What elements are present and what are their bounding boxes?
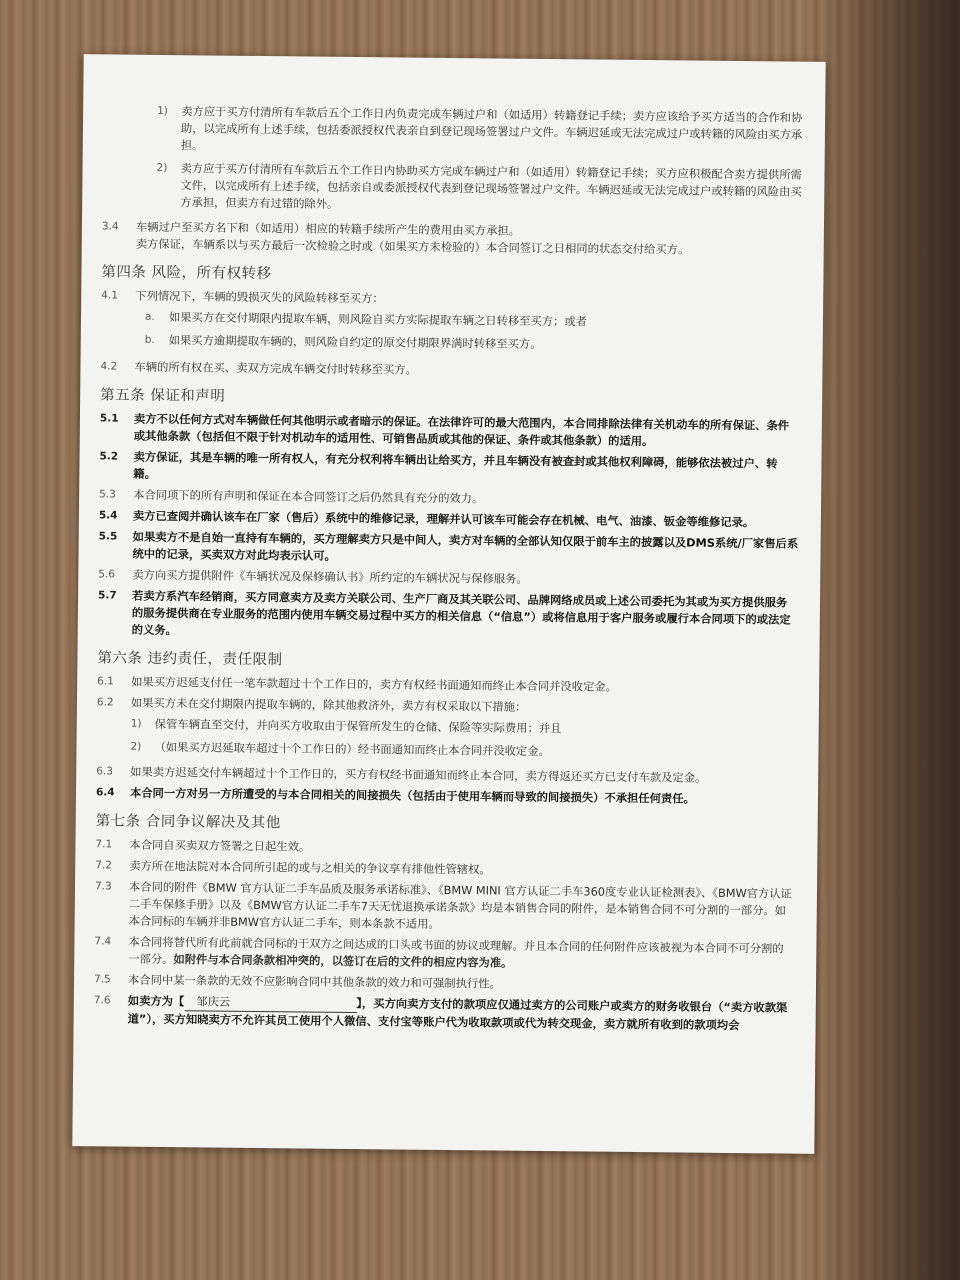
clause-text: 如果买方未在交付期限内提取车辆的，除其他救济外，卖方有权采取以下措施：: [130, 696, 527, 714]
clause-number: 7.3: [94, 880, 112, 893]
clause-number: 4.1: [101, 289, 118, 302]
item-marker: 1): [157, 104, 168, 118]
clause-number: 7.5: [93, 973, 111, 986]
clause-number: 7.1: [95, 838, 113, 851]
article-5-heading: 第五条 保证和声明: [100, 387, 226, 405]
item-marker: 1): [130, 717, 142, 730]
clause-text-line: 车辆过户至买方名下和（如适用）相应的转籍手续所产生的费用由买方承担。: [135, 220, 521, 238]
clause-number: 7.6: [93, 994, 111, 1007]
clause-text: 本合同一方对另一方所遭受的与本合同相关的间接损失（包括由于使用车辆而导致的间接损失）不承担任何责任。: [129, 786, 695, 806]
clause-7-1: [95, 836, 795, 860]
clause-text-line: 卖方保证，车辆系以与买方最后一次检验之时或（如果买方未检验的）本合同签订之日相同的状态交付给买方。: [135, 237, 690, 257]
clause-3-4: [102, 218, 802, 259]
clause-text: 卖方所在地法院对本合同所引起的或与之相关的争议享有排他性管辖权。: [129, 859, 491, 877]
clause-5-4: [99, 507, 799, 531]
clause-3-3-item-2: [142, 160, 802, 218]
clause-5-3: [99, 486, 799, 510]
clause-number: 4.2: [100, 360, 118, 373]
clause-7-6: [94, 992, 794, 1034]
clause-6-2-item-1: [117, 716, 797, 740]
clause-number: 5.2: [99, 450, 119, 463]
clause-number: 6.2: [96, 696, 114, 709]
clause-5-5: [98, 528, 798, 569]
clause-7-5: [94, 971, 794, 995]
item-text: 卖方应于买方付清所有车款后五个工作日内协助买方完成车辆过户和（如适用）转籍登记手续；买方应积极配合卖方提供所需文件，以完成所有上述手续，包括亲自或委派授权代表到登记现场签署过户文件。车辆迟延或无法完成过户或转籍的风险由买方承担，但卖方有过错的除外。: [180, 162, 802, 211]
clause-6-4: [96, 784, 796, 808]
item-text: 如果买方逾期提取车辆的，则风险自约定的原交付期限界满时转移至买方。: [168, 334, 542, 351]
item-text: （如果买方迟延取车超过十个工作日的）经书面通知而终止本合同并没收定金。: [154, 740, 550, 759]
clause-text: 卖方已查阅并确认该车在厂家（售后）系统中的维修记录，理解并认可该车可能会存在机械、电气、油漆、钣金等维修记录。: [132, 509, 755, 530]
clause-3-3-item-1: [143, 103, 803, 161]
item-marker: b.: [144, 333, 155, 346]
clause-number: 5.3: [99, 488, 116, 501]
clause-text-bold: 如附件与本合同条款相冲突的，以签订在后的文件的相应内容为准。: [173, 953, 513, 970]
clause-text: 如果买方迟延支付任一笔车款超过十个工作日的，卖方有权经书面通知而终止本合同并没收定金。: [131, 675, 617, 694]
clause-5-6: [98, 566, 798, 590]
clause-text: 本合同自买卖双方签署之日起生效。: [129, 838, 311, 854]
clause-number: 7.4: [94, 935, 112, 948]
clause-7-3: [95, 878, 795, 936]
clause-6-2: [97, 694, 797, 718]
clause-text: 本合同将替代所有此前就合同标的于双方之间达成的口头或书面的协议或理解。并且本合同的任何附件应该被视为本合同不可分割的一部分。: [128, 935, 784, 967]
clause-6-2-item-2: [116, 739, 796, 763]
clause-7-2: [95, 857, 795, 881]
clause-number: 6.4: [95, 786, 115, 799]
clause-number: 3.4: [101, 220, 119, 233]
item-marker: a.: [144, 310, 155, 323]
clause-number: 6.3: [96, 765, 113, 778]
clause-number: 5.5: [98, 530, 118, 543]
clause-text: 若卖方系汽车经销商，买方同意卖方及卖方关联公司、生产厂商及其关联公司、品牌网络成员或上述公司委托为其或为买方提供服务的服务提供商在专业服务的范围内使用车辆交易过程中买方的相关信息（“信息”）或将信息用于客户服务或履行本合同项下的或法定的义务。: [131, 589, 791, 638]
clause-6-3: [96, 763, 796, 787]
clause-text: 车辆的所有权在买、卖双方完成车辆交付时转移至买方。: [134, 360, 417, 377]
clause-number: 5.4: [98, 509, 118, 522]
clause-number: 7.2: [95, 859, 113, 872]
clause-text: 卖方向买方提供附件《车辆状况及保修确认书》所约定的车辆状况与保修服务。: [132, 568, 528, 586]
clause-text: 如果卖方不是自始一直持有车辆的，买方理解卖方只是中间人，卖方对车辆的全部认知仅限于前车主的披露以及DMS系统/厂家售后系统中的记录，买卖双方对此均表示认可。: [132, 530, 799, 563]
clause-number: 5.1: [99, 412, 119, 425]
item-marker: 2): [156, 161, 168, 175]
clause-text: 如卖方为【: [127, 994, 185, 1009]
contract-page: [72, 54, 825, 1154]
clause-text: 下列情况下，车辆的毁损灭失的风险转移至买方：: [135, 289, 384, 306]
item-text: 卖方应于买方付清所有车款后五个工作日内负责完成车辆过户和（如适用）转籍登记手续；卖方应该给予买方适当的合作和协助，以完成所有上述手续，包括委派授权代表亲自到登记现场签署过户文件。车辆迟延或无法完成过户或转籍的风险由买方承担。: [180, 105, 803, 153]
clause-text: 本合同项下的所有声明和保证在本合同签订之后仍然具有充分的效力。: [133, 488, 484, 506]
clause-text: 本合同的附件《BMW 官方认证二手车品质及服务承诺标准》、《BMW MINI 官方认证二手车360度专业认证检测表》、《BMW官方认证二手车保修手册》以及《BMW官方认证二手车7天无忧退换承诺条款》均是本销售合同的附件，是本销售合同不可分割的一部分。如本合同标的车辆并非BMW官方认证二手车，则本条款不适用。: [128, 880, 792, 931]
clause-text: 如果卖方迟延交付车辆超过十个工作日的，买方有权经书面通知而终止本合同，卖方得返还买方已支付车款及定金。: [130, 765, 707, 785]
clause-4-1-b: [131, 332, 801, 356]
clause-4-2: [100, 358, 800, 382]
item-marker: 2): [130, 740, 142, 753]
item-text: 如果买方在交付期限内提取车辆，则风险自买方实际提取车辆之日转移至买方；或者: [168, 311, 588, 329]
article-7-heading: 第七条 合同争议解决及其他: [95, 813, 281, 832]
clause-7-4: [94, 933, 794, 974]
clause-number: 6.1: [97, 675, 114, 688]
clause-4-1-a: [131, 309, 801, 333]
article-4-heading: 第四条 风险，所有权转移: [101, 264, 272, 283]
clause-number: 5.7: [98, 589, 117, 602]
clause-number: 5.6: [98, 568, 116, 581]
clause-text: 卖方保证，其是车辆的唯一所有权人，有充分权利将车辆出让给买方，并且车辆没有被查封或其他权利障碍，能够依法被过户、转籍。: [133, 450, 778, 481]
clause-text: 卖方不以任何方式对车辆做任何其他明示或者暗示的保证。在法律许可的最大范围内，本合同排除法律有关机动车的所有保证、条件或其他条款（包括但不限于针对机动车的适用性、可销售品质或其他的保证、条件或其他条款）的适用。: [133, 412, 790, 449]
clause-4-1: [101, 287, 801, 311]
clause-5-7: [98, 587, 798, 645]
contract-body: [94, 98, 804, 1038]
article-6-heading: 第六条 违约责任，责任限制: [97, 650, 283, 669]
table-background-shadow: [810, 0, 960, 1280]
clause-text: 本合同中某一条款的无效不应影响合同中其他条款的效力和可强制执行性。: [127, 973, 501, 991]
clause-text: 】，买方向卖方支付的款项应仅通过卖方的公司账户或卖方的财务收银台（“卖方收款渠道”），买方知晓卖方不允许其员工使用个人微信、支付宝等账户代为收取款项或代为转交现金，卖方就所有收到的款项均会: [127, 997, 788, 1033]
clause-5-2: [99, 448, 799, 489]
clause-5-1: [100, 410, 800, 451]
item-text: 保管车辆直至交付，并向买方收取由于保管所发生的仓储、保险等实际费用；并且: [154, 717, 562, 736]
seller-name-field: 邹庆云: [184, 993, 356, 1013]
clause-6-1: [97, 673, 797, 697]
